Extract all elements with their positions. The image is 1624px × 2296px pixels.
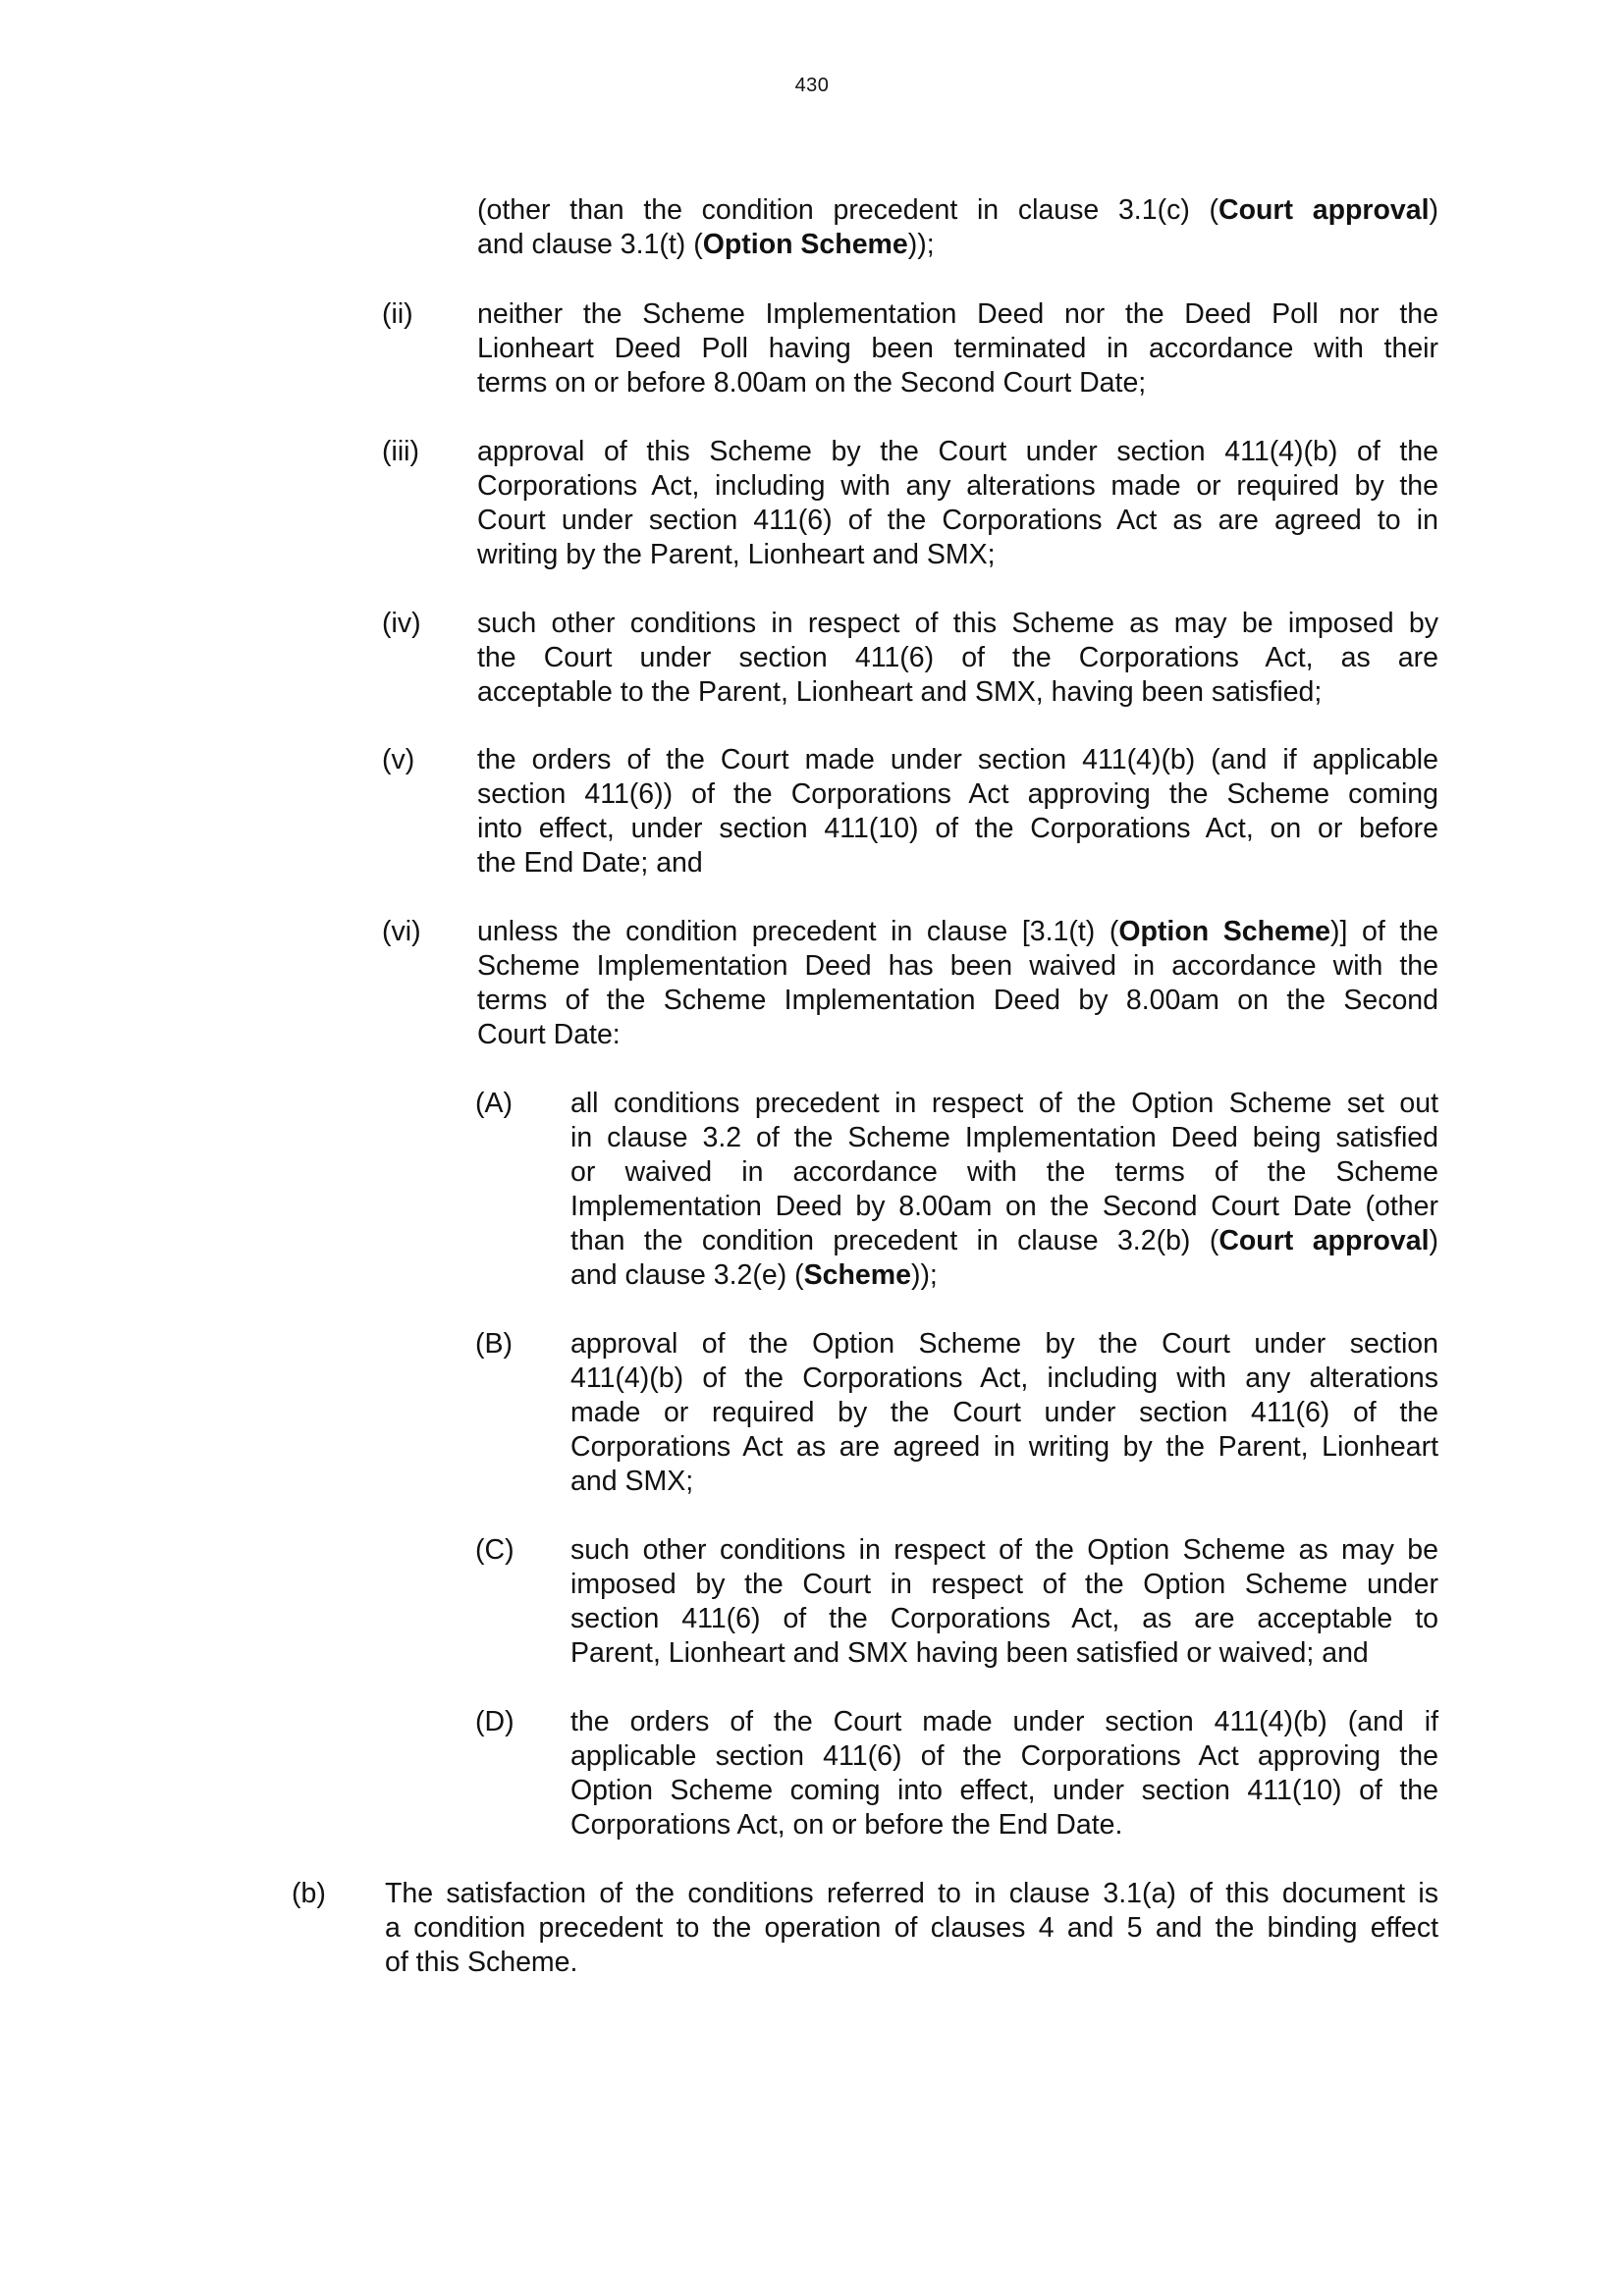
defined-term: Option Scheme [702, 229, 908, 260]
text-line: all conditions precedent in respect of the Option Scheme set out [570, 1088, 1438, 1119]
text-line: (other than the condition precedent in clause 3.1(c) (Court approval) [477, 194, 1438, 226]
item-label-iii: (iii) [382, 436, 419, 467]
subitem-text-C [570, 1533, 1438, 1671]
text-line: Option Scheme coming into effect, under section 411(10) of the [570, 1775, 1438, 1806]
item-label-vi: (vi) [382, 916, 421, 947]
text-line: into effect, under section 411(10) of the Corporations Act, on or before [477, 813, 1438, 844]
text-line: applicable section 411(6) of the Corporations Act approving the [570, 1740, 1438, 1772]
text-line: unless the condition precedent in clause [3.1(t) (Option Scheme)] of the [477, 916, 1438, 947]
text-line: The satisfaction of the conditions referred to in clause 3.1(a) of this document is [385, 1878, 1438, 1909]
text-line: and clause 3.2(e) (Scheme)); [570, 1259, 938, 1291]
text-line: the orders of the Court made under section 411(4)(b) (and if [570, 1706, 1438, 1737]
text-line: neither the Scheme Implementation Deed nor the Deed Poll nor the [477, 298, 1438, 330]
text-line: in clause 3.2 of the Scheme Implementation Deed being satisfied [570, 1122, 1438, 1153]
subitem-label-B: (B) [475, 1328, 513, 1360]
text-line: of this Scheme. [385, 1947, 578, 1978]
text-line: than the condition precedent in clause 3.2(b) (Court approval) [570, 1225, 1438, 1256]
text-line: acceptable to the Parent, Lionheart and SMX, having been satisfied; [477, 676, 1323, 708]
text-line: a condition precedent to the operation of clauses 4 and 5 and the binding effect [385, 1912, 1438, 1944]
item-label-ii: (ii) [382, 298, 413, 330]
text-line: the End Date; and [477, 847, 703, 879]
defined-term: Court approval [1218, 194, 1430, 226]
text-line: Court Date: [477, 1019, 621, 1050]
text-line: imposed by the Court in respect of the Option Scheme under [570, 1569, 1438, 1600]
defined-term: Scheme [803, 1259, 911, 1291]
text-line: Court under section 411(6) of the Corporations Act as are agreed to in [477, 505, 1438, 536]
text-line: Corporations Act as are agreed in writing by the Parent, Lionheart [570, 1431, 1438, 1463]
text-line: the orders of the Court made under section 411(4)(b) (and if applicable [477, 744, 1438, 775]
text-line: approval of the Option Scheme by the Court under section [570, 1328, 1438, 1360]
subitem-label-D: (D) [475, 1706, 514, 1737]
text-line: terms of the Scheme Implementation Deed by 8.00am on the Second [477, 985, 1438, 1016]
subitem-label-A: (A) [475, 1088, 513, 1119]
text-line: section 411(6)) of the Corporations Act approving the Scheme coming [477, 778, 1438, 810]
item-label-v: (v) [382, 744, 415, 775]
text-line: writing by the Parent, Lionheart and SMX; [477, 539, 996, 570]
text-line: and clause 3.1(t) (Option Scheme)); [477, 229, 935, 260]
item-text-iv [477, 607, 1438, 710]
page-number: 430 [794, 75, 830, 96]
clause-text-b [385, 1877, 1438, 1980]
text-line: section 411(6) of the Corporations Act, as are acceptable to [570, 1603, 1438, 1634]
text-line: Scheme Implementation Deed has been waived in accordance with the [477, 950, 1438, 982]
subitem-text-A [570, 1087, 1438, 1293]
text-line: 411(4)(b) of the Corporations Act, including with any alterations [570, 1362, 1438, 1394]
item-text-iii [477, 435, 1438, 572]
continuation-text [477, 193, 1438, 262]
text-line: made or required by the Court under section 411(6) of the [570, 1397, 1438, 1428]
text-line: Corporations Act, including with any alterations made or required by the [477, 470, 1438, 502]
text-line: Implementation Deed by 8.00am on the Second Court Date (other [570, 1191, 1438, 1222]
clause-label-b: (b) [292, 1878, 326, 1909]
text-line: or waived in accordance with the terms of the Scheme [570, 1156, 1438, 1188]
item-text-ii [477, 297, 1438, 400]
text-line: Corporations Act, on or before the End Date. [570, 1809, 1123, 1841]
defined-term: Court approval [1218, 1225, 1430, 1256]
text-line: such other conditions in respect of this Scheme as may be imposed by [477, 608, 1438, 639]
subitem-text-B [570, 1327, 1438, 1499]
text-line: Parent, Lionheart and SMX having been satisfied or waived; and [570, 1637, 1369, 1669]
item-text-v [477, 743, 1438, 881]
subitem-label-C: (C) [475, 1534, 514, 1566]
text-line: terms on or before 8.00am on the Second Court Date; [477, 367, 1147, 399]
subitem-text-D [570, 1705, 1438, 1842]
text-line: Lionheart Deed Poll having been terminated in accordance with their [477, 333, 1438, 364]
item-label-iv: (iv) [382, 608, 421, 639]
item-text-vi [477, 915, 1438, 1052]
text-line: approval of this Scheme by the Court under section 411(4)(b) of the [477, 436, 1438, 467]
defined-term: Option Scheme [1118, 916, 1331, 947]
text-line: the Court under section 411(6) of the Corporations Act, as are [477, 642, 1438, 673]
text-line: and SMX; [570, 1466, 694, 1497]
text-line: such other conditions in respect of the Option Scheme as may be [570, 1534, 1438, 1566]
